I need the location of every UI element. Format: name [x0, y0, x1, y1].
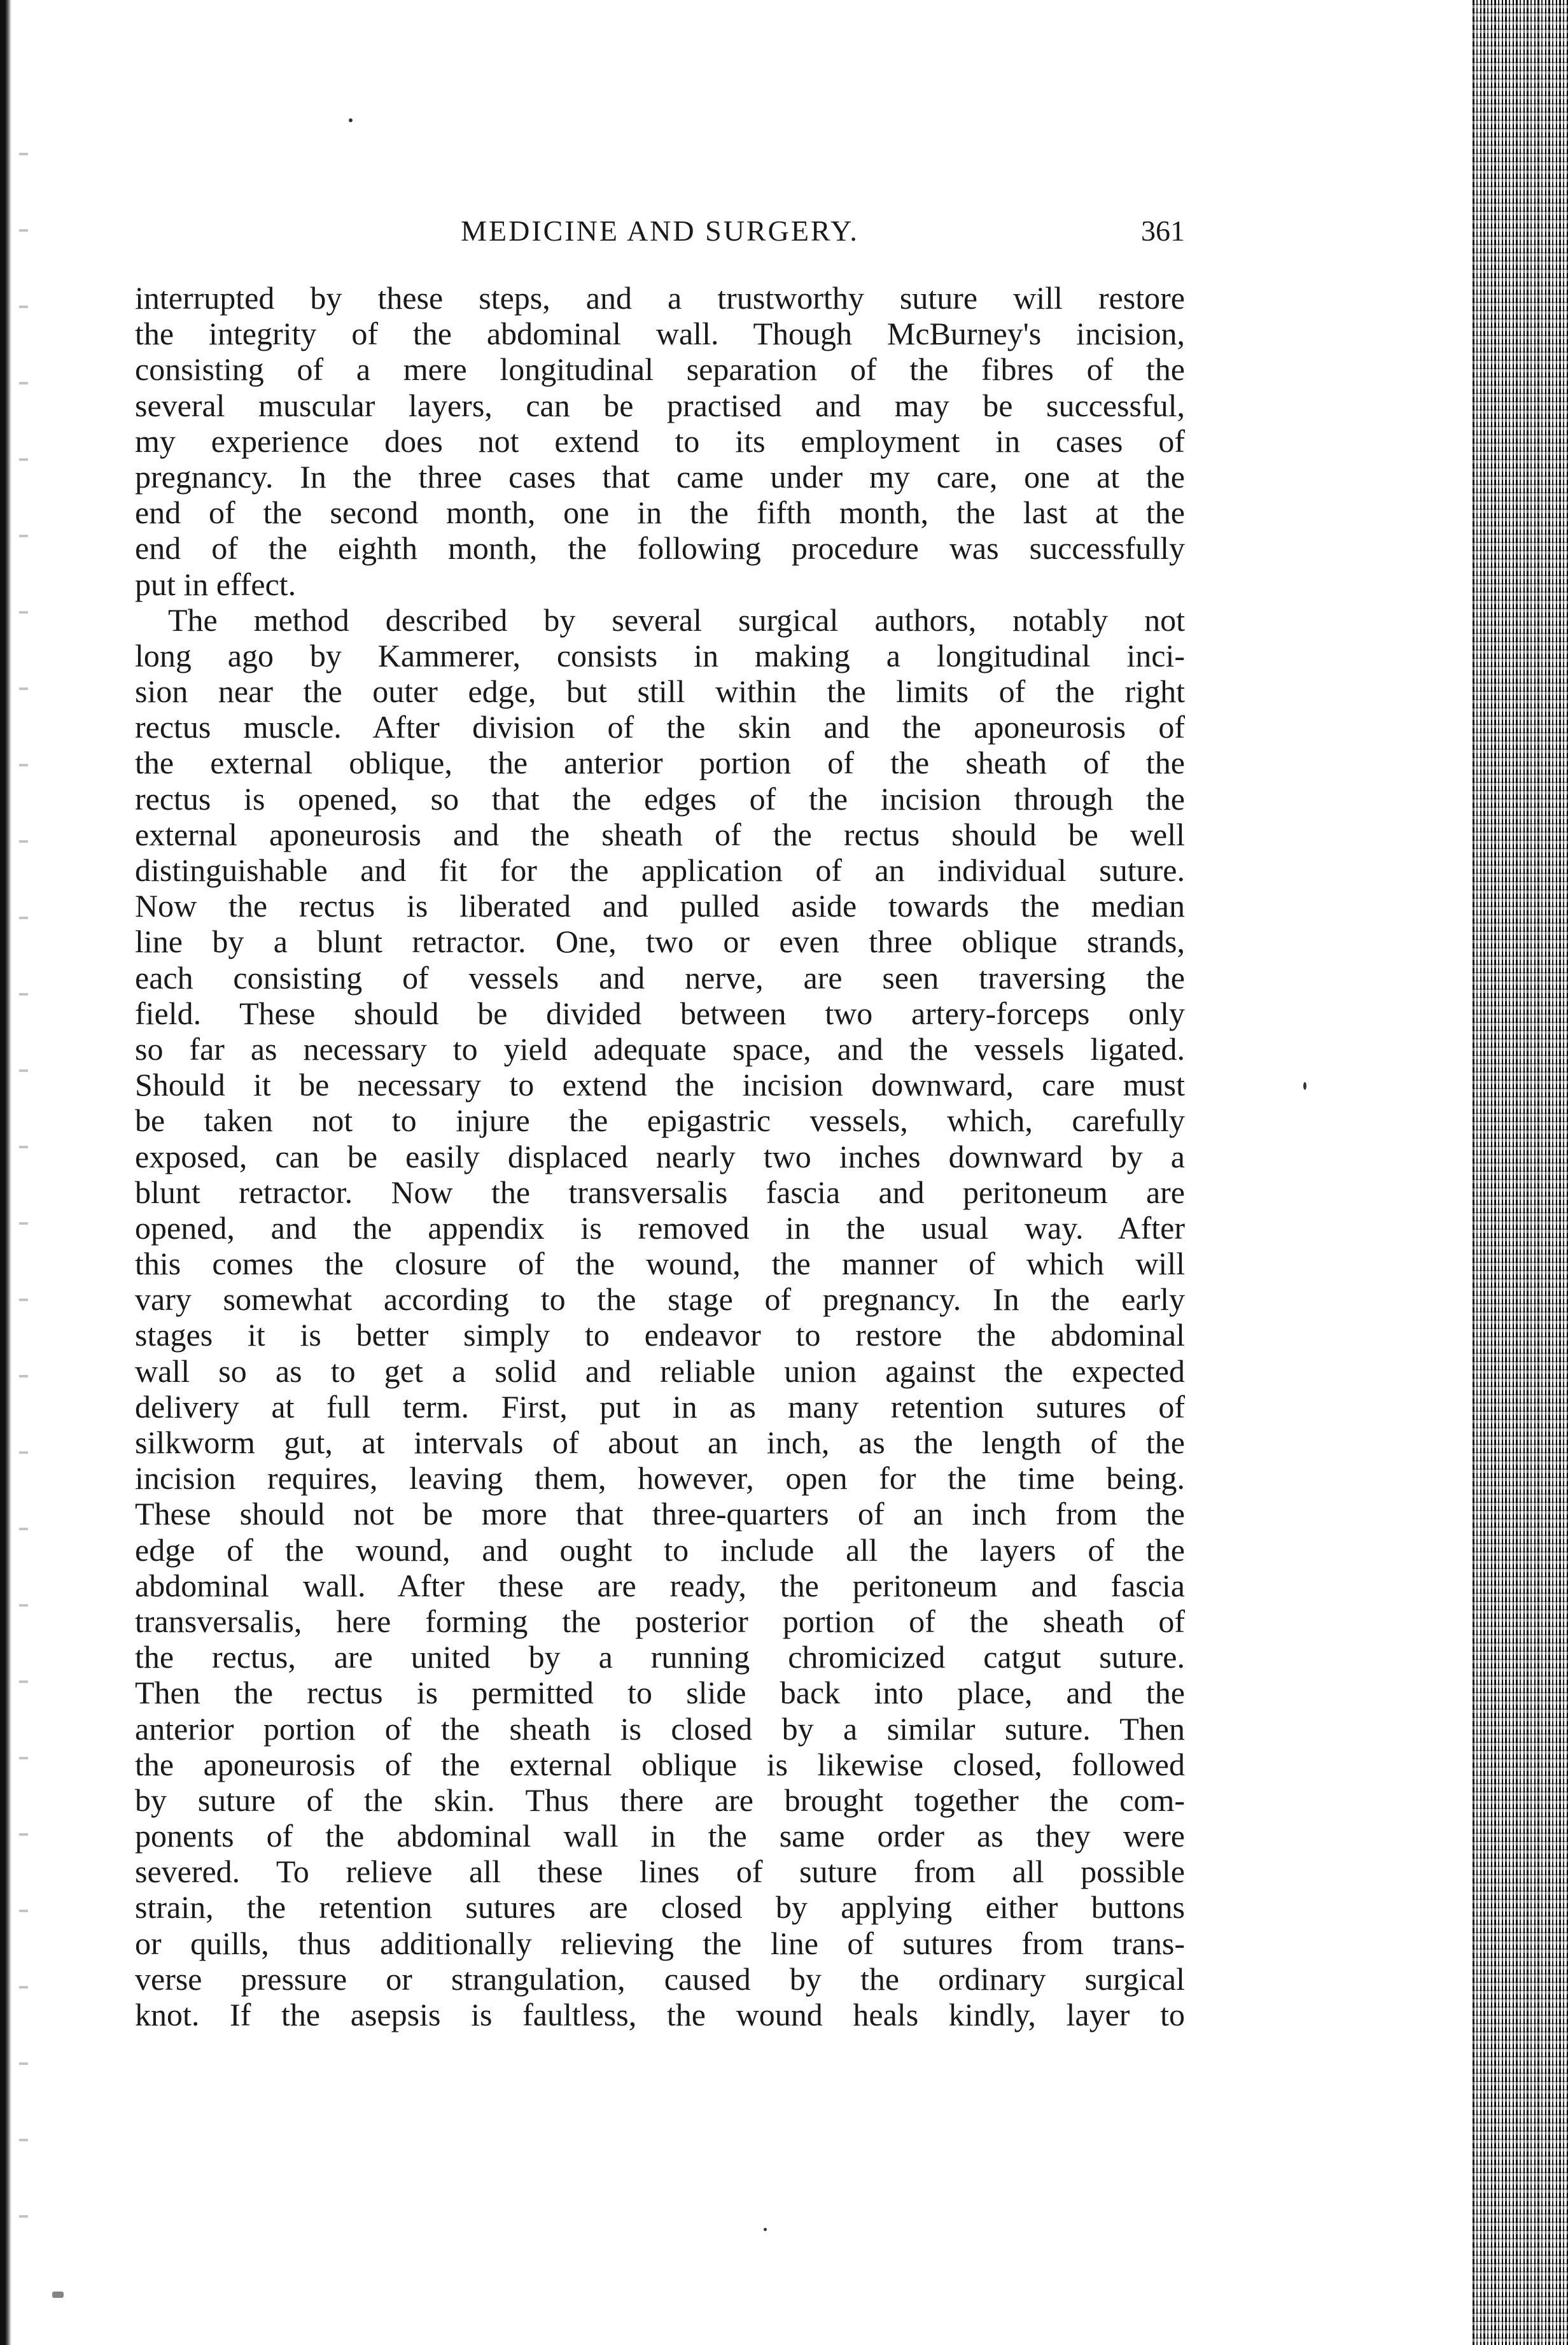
text-line: so far as necessary to yield adequate space, and the vessels ligated. — [135, 1031, 1185, 1067]
text-line: or quills, thus additionally relieving the line of sutures from trans- — [135, 1925, 1185, 1961]
text-line: wall so as to get a solid and reliable union against the expected — [135, 1353, 1185, 1389]
page-stack-texture — [1473, 0, 1568, 2345]
text-line: silkworm gut, at intervals of about an inch, as the length of the — [135, 1425, 1185, 1460]
text-line: pregnancy. In the three cases that came under my care, one at the — [135, 458, 1185, 495]
scan-dot — [764, 2228, 767, 2231]
scan-dot — [52, 2292, 64, 2298]
text-line: each consisting of vessels and nerve, are seen traversing the — [135, 959, 1185, 996]
scan-dot — [349, 118, 353, 122]
text-line: interrupted by these steps, and a trustworthy suture will restore — [135, 280, 1185, 316]
text-line: consisting of a mere longitudinal separation of the fibres of the — [135, 351, 1185, 388]
text-line: this comes the closure of the wound, the manner of which will — [135, 1246, 1185, 1282]
text-line: distinguishable and fit for the application of an individual suture. — [135, 852, 1185, 888]
text-line: end of the eighth month, the following procedure was successfully — [135, 530, 1185, 567]
scan-specks — [19, 127, 28, 2228]
text-line: knot. If the asepsis is faultless, the wound heals kindly, layer to — [135, 1997, 1185, 2032]
text-line: opened, and the appendix is removed in the usual way. After — [135, 1209, 1185, 1246]
text-line: the rectus, are united by a running chromicized catgut suture. — [135, 1639, 1185, 1675]
text-line: my experience does not extend to its employment in cases of — [135, 423, 1185, 459]
text-line: strain, the retention sutures are closed by applying either buttons — [135, 1889, 1185, 1926]
text-line: by suture of the skin. Thus there are brought together the com- — [135, 1782, 1185, 1818]
text-line: be taken not to injure the epigastric vessels, which, carefully — [135, 1102, 1185, 1139]
running-head: MEDICINE AND SURGERY. — [461, 215, 859, 247]
text-line: delivery at full term. First, put in as many retention sutures of — [135, 1388, 1185, 1425]
page-number: 361 — [1141, 215, 1185, 247]
text-line: put in effect. — [135, 566, 297, 602]
scan-dot — [1303, 1082, 1306, 1090]
text-line: sion near the outer edge, but still within the limits of the right — [135, 673, 1185, 710]
text-line: abdominal wall. After these are ready, the peritoneum and fascia — [135, 1567, 1185, 1603]
text-line: end of the second month, one in the fifth month, the last at the — [135, 495, 1185, 531]
text-line: anterior portion of the sheath is closed by a similar suture. Then — [135, 1710, 1185, 1747]
text-line: verse pressure or strangulation, caused by the ordinary surgical — [135, 1961, 1185, 1997]
text-line: external aponeurosis and the sheath of the rectus should be well — [135, 816, 1185, 852]
text-line: ponents of the abdominal wall in the same order as they were — [135, 1818, 1185, 1854]
text-line: blunt retractor. Now the transversalis fascia and peritoneum are — [135, 1174, 1185, 1210]
text-line: Should it be necessary to extend the incision downward, care must — [135, 1067, 1185, 1103]
text-line: incision requires, leaving them, however, open for the time being. — [135, 1460, 1185, 1496]
text-line: the aponeurosis of the external oblique is likewise closed, followed — [135, 1746, 1185, 1782]
text-line: exposed, can be easily displaced nearly two inches downward by a — [135, 1138, 1185, 1174]
text-line: the external oblique, the anterior portion of the sheath of the — [135, 745, 1185, 781]
text-line: several muscular layers, can be practised and may be successful, — [135, 387, 1185, 423]
body-text — [135, 280, 1185, 2032]
text-line: the integrity of the abdominal wall. Though McBurney's incision, — [135, 316, 1185, 352]
page-binding-edge — [0, 0, 11, 2345]
page-header — [135, 210, 1185, 255]
text-line: line by a blunt retractor. One, two or even three oblique strands, — [135, 924, 1185, 960]
text-line: rectus is opened, so that the edges of the incision through the — [135, 780, 1185, 817]
text-line: Now the rectus is liberated and pulled aside towards the median — [135, 888, 1185, 924]
text-line: These should not be more that three-quarters of an inch from the — [135, 1496, 1185, 1532]
text-line: transversalis, here forming the posterior portion of the sheath of — [135, 1603, 1185, 1639]
paragraph-start: The method described by several surgical authors, notably not — [168, 602, 1185, 638]
text-line: rectus muscle. After division of the skin and the aponeurosis of — [135, 709, 1185, 745]
text-line: stages it is better simply to endeavor to restore the abdominal — [135, 1317, 1185, 1353]
text-line: field. These should be divided between two artery-forceps only — [135, 995, 1185, 1031]
text-line: long ago by Kammerer, consists in making a longitudinal inci- — [135, 637, 1185, 673]
text-line: edge of the wound, and ought to include all the layers of the — [135, 1532, 1185, 1568]
text-line: Then the rectus is permitted to slide back into place, and the — [135, 1675, 1185, 1711]
text-line: vary somewhat according to the stage of pregnancy. In the early — [135, 1281, 1185, 1318]
text-line: severed. To relieve all these lines of suture from all possible — [135, 1854, 1185, 1890]
